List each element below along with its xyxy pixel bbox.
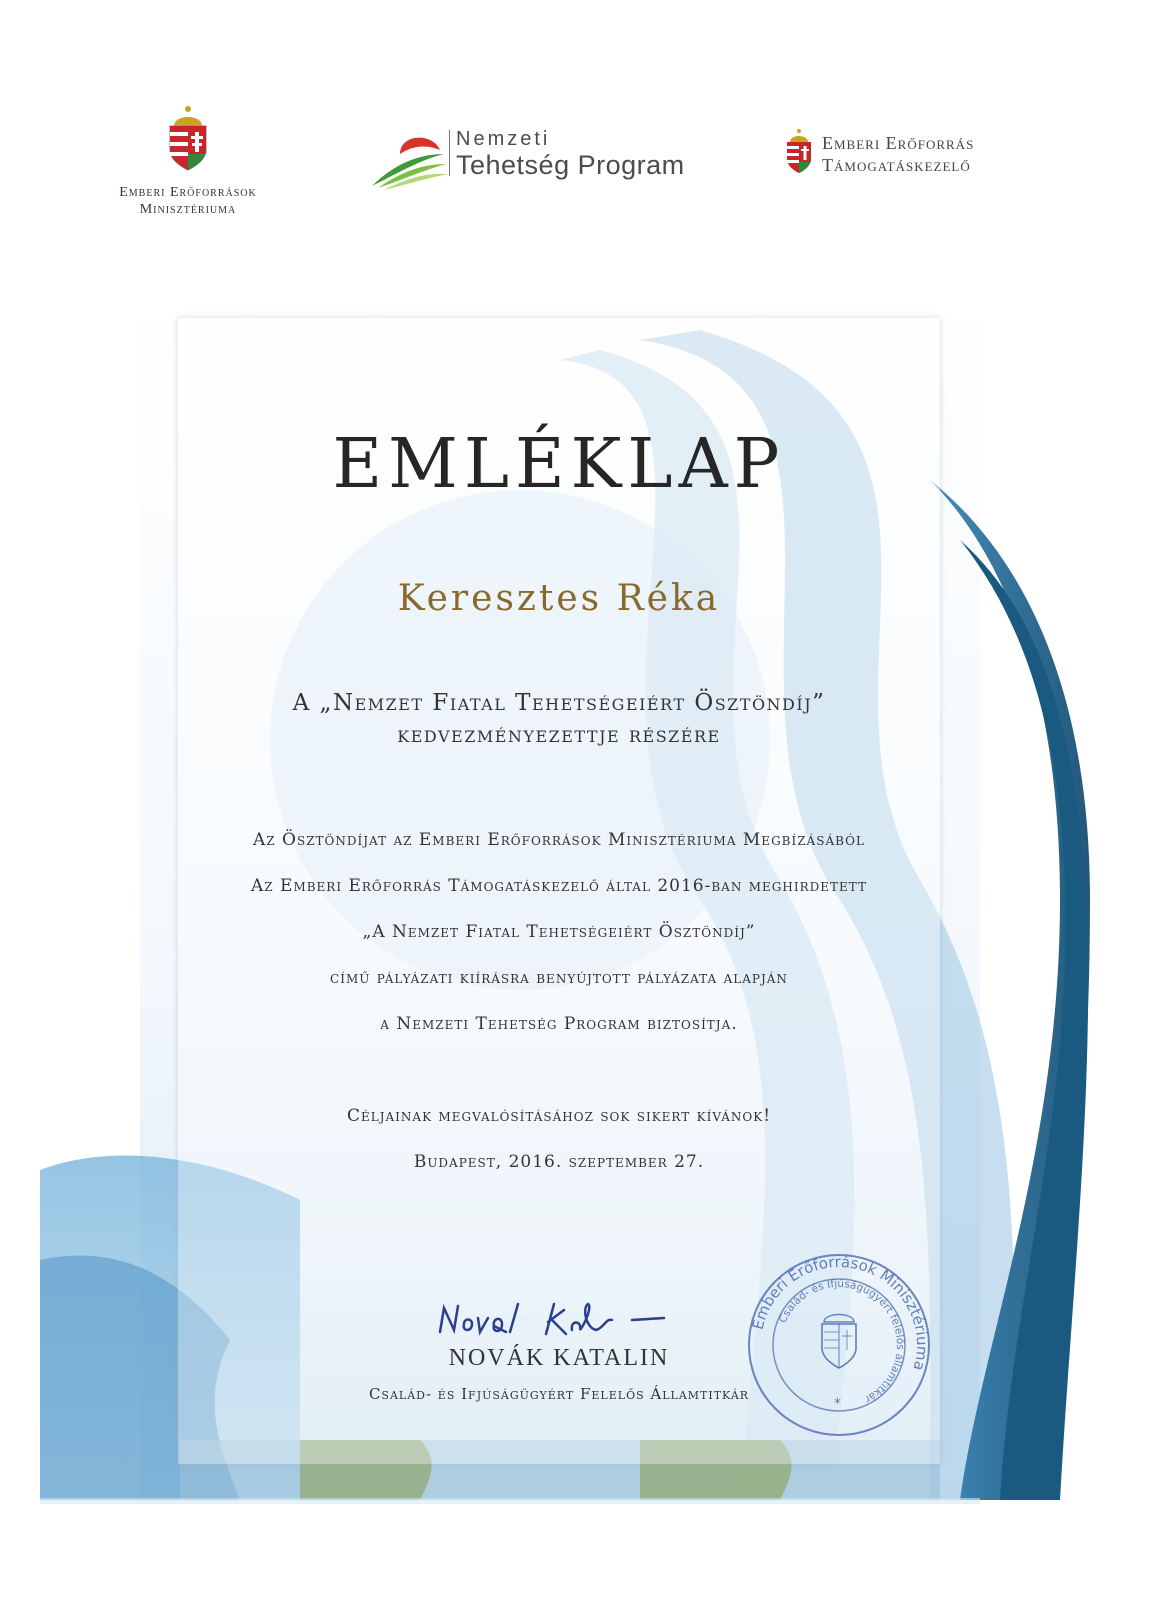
place-date: Budapest, 2016. szeptember 27.	[413, 1152, 705, 1172]
certificate-title: EMLÉKLAP	[332, 425, 786, 504]
support-manager-line2: Támogatáskezelő	[822, 155, 971, 175]
talent-program-line2: Tehetség Program	[456, 150, 685, 180]
scholarship-line-1: A „Nemzet Fiatal Tehetségeiért Ösztöndíj”	[292, 690, 826, 716]
stamp-inner-text: Család- és Ifjúságügyért felelős államtitkár	[776, 1277, 907, 1406]
handwritten-signature	[436, 1298, 676, 1344]
talent-program-logo	[370, 124, 690, 194]
svg-text:Család- és Ifjúságügyért felel	[777, 1278, 906, 1406]
svg-text:*: *	[834, 1396, 841, 1412]
body-line-1: Az Ösztöndíjat az Emberi Erőforrások Minisztériuma Megbízásából	[253, 830, 865, 850]
support-manager-logo	[785, 128, 1045, 188]
support-manager-text	[822, 132, 974, 176]
talent-program-swoosh-icon	[370, 124, 450, 194]
body-line-5: a Nemzeti Tehetség Program biztosítja.	[380, 1014, 738, 1034]
hungarian-crest-icon	[166, 104, 210, 172]
ministry-logo	[88, 104, 288, 218]
wish-line: Céljainak megvalósításához sok sikert kívánok!	[346, 1106, 772, 1126]
ministry-name-line2: Minisztériuma	[139, 202, 237, 217]
ministry-name-line1: Emberi Erőforrások	[119, 185, 257, 200]
body-line-4: című pályázati kiírásra benyújtott pályázata alapján	[330, 968, 788, 988]
stamp-outer-text: Emberi Erőforrások Minisztériuma	[748, 1252, 932, 1373]
body-line-3: „A Nemzet Fiatal Tehetségeiért Ösztöndíj”	[362, 922, 756, 942]
body-line-2: Az Emberi Erőforrás Támogatáskezelő által 2016-ban meghirdetett	[251, 876, 867, 896]
recipient-name: Keresztes Réka	[397, 578, 721, 619]
talent-program-line1: Nemzeti	[456, 128, 551, 150]
talent-program-text	[456, 128, 685, 180]
talent-program-divider	[449, 130, 450, 176]
scholarship-line-2: kedvezményezettje részére	[397, 722, 721, 748]
official-stamp	[744, 1250, 934, 1440]
signer-name: NOVÁK KATALIN	[448, 1345, 670, 1371]
small-crest-icon	[785, 128, 813, 174]
support-manager-line1: Emberi Erőforrás	[822, 133, 975, 153]
signer-title: Család- és Ifjúságügyért Felelős Államtitkár	[368, 1385, 750, 1403]
